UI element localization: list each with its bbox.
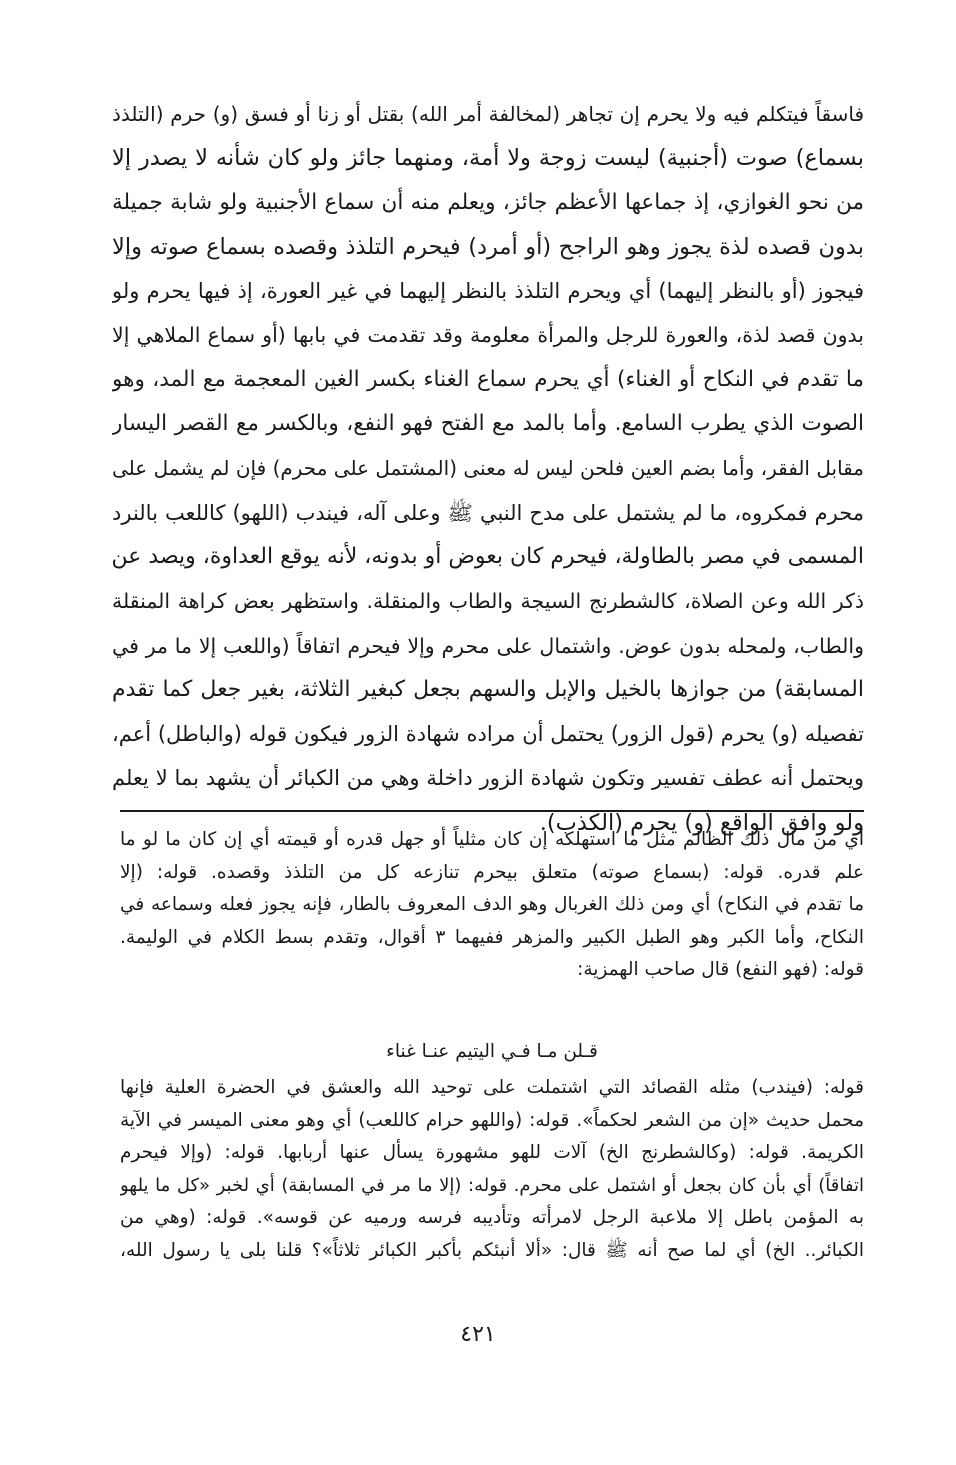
main-text-line: بدون قصد لذة، والعورة للرجل والمرأة معلومة وقد تقدمت في بابها (أو سماع الملاهي إلا xyxy=(112,323,864,348)
footnote-line: علم قدره. قوله: (بسماع صوته) متعلق بيحرم تنازعه كل من التلذذ وقصده. قوله: (إلا xyxy=(120,861,864,883)
main-text-line: المسابقة) من جوازها بالخيل والإبل والسهم بجعل كبغير الثلاثة، بغير جعل كما تقدم xyxy=(112,676,864,702)
main-text-line: محرم فمكروه، ما لم يشتمل على مدح النبي ﷺ وعلى آله، فيندب (اللهو) كاللعب بالنرد xyxy=(112,500,864,525)
poetry-verse: قـلن مـا فـي اليتيم عنـا غناء xyxy=(386,1041,598,1062)
footnote-line: اتفاقاً) أي بأن كان بجعل أو اشتمل على محرم. قوله: (إلا ما مر في المسابقة) أي لخبر «كل ما يلهو xyxy=(120,1174,864,1196)
footnote-divider xyxy=(120,810,864,812)
main-text-line: بسماع) صوت (أجنبية) ليست زوجة ولا أمة، ومنهما جائز ولو كان شأنه لا يصدر إلا xyxy=(112,145,864,172)
main-text-line: بدون قصده لذة يجوز وهو الراجح (أو أمرد) فيحرم التلذذ وقصده بسماع صوته وإلا xyxy=(112,233,864,260)
footnote-line: النكاح، وأما الكبر وهو الطبل الكبير والمزهر ففيهما ٣ أقوال، وتقدم بسط الكلام في الوليمة. xyxy=(120,926,864,948)
main-text-line: مقابل الفقر، وأما بضم العين فلحن ليس له معنى (المشتمل على محرم) فإن لم يشمل على xyxy=(112,456,864,481)
main-text-line: ذكر الله وعن الصلاة، كالشطرنج السيجة والطاب والمنقلة. واستظهر بعض كراهة المنقلة xyxy=(112,589,864,614)
footnotes-block-continued xyxy=(120,1072,864,1268)
main-text-line: ويحتمل أنه عطف تفسير وتكون شهادة الزور داخلة وهي من الكبائر أن يشهد بما لا يعلم xyxy=(112,766,864,791)
footnote-line: الكبائر.. الخ) أي لما صح أنه ﷺ قال: «ألا أنبئكم بأكبر الكبائر ثلاثاً»؟ قلنا بلى يا رسول الله، xyxy=(120,1239,864,1261)
footnote-line: محمل حديث «إن من الشعر لحكماً». قوله: (واللهو حرام كاللعب) أي وهو معنى الميسر في الآية xyxy=(120,1109,864,1131)
main-text-line: ولو وافق الواقع (و) يحرم (الكذب). xyxy=(539,809,864,836)
main-text-block xyxy=(112,92,864,845)
main-text-line: والطاب، ولمحله بدون عوض. واشتمال على محرم وإلا فيحرم اتفاقاً (واللعب إلا ما مر في xyxy=(112,633,864,658)
main-text-line: فيجوز (أو بالنظر إليهما) أي ويحرم التلذذ بالنظر إليهما في غير العورة، إذ فيها يحرم ولو xyxy=(112,279,864,304)
main-text-line: فاسقاً فيتكلم فيه ولا يحرم إن تجاهر (لمخالفة أمر الله) بقتل أو زنا أو فسق (و) حرم (التلذذ xyxy=(112,102,864,126)
footnotes-block xyxy=(120,824,864,987)
footnote-line: الكريمة. قوله: (وكالشطرنج الخ) آلات للهو مشهورة يسأل عنها أربابها. قوله: (وإلا فيحرم xyxy=(120,1142,864,1164)
main-text-line: تفصيله (و) يحرم (قول الزور) يحتمل أن مراده شهادة الزور فيكون قوله (والباطل) أعم، xyxy=(112,722,864,747)
main-text-line: المسمى في مصر بالطاولة، فيحرم كان بعوض أو بدونه، لأنه يوقع العداوة، ويصد عن xyxy=(112,543,864,569)
main-text-line: من نحو الغوازي، إذ جماعها الأعظم جائز، ويعلم منه أن سماع الأجنبية ولو شابة جميلة xyxy=(112,189,864,215)
main-text-line: الصوت الذي يطرب السامع. وأما بالمد مع الفتح فهو النفع، وبالكسر مع القصر اليسار xyxy=(112,411,864,437)
footnote-line: قوله: (فهو النفع) قال صاحب الهمزية: xyxy=(577,959,864,981)
main-text-line: ما تقدم في النكاح أو الغناء) أي يحرم سماع الغناء بكسر الغين المعجمة مع المد، وهو xyxy=(112,366,864,392)
footnote-line: قوله: (فيندب) مثله القصائد التي اشتملت على توحيد الله والعشق في الحضرة العلية فإنها xyxy=(120,1077,864,1098)
page-number: ٤٢١ xyxy=(460,1322,496,1347)
footnote-line: ما تقدم في النكاح) أي ومن ذلك الغربال وهو الدف المعروف بالطار، فإنه يجوز فعله وسماعه في xyxy=(120,894,864,916)
footnote-line: به المؤمن باطل إلا ملاعبة الرجل لامرأته وتأديبه فرسه ورميه عن قوسه». قوله: (وهي من xyxy=(120,1207,864,1229)
footnote-line: أي من مال ذلك الظالم مثل ما استهلكه إن كان مثلياً أو جهل قدره أو قيمته أي إن كان ما لو ما xyxy=(120,829,864,850)
